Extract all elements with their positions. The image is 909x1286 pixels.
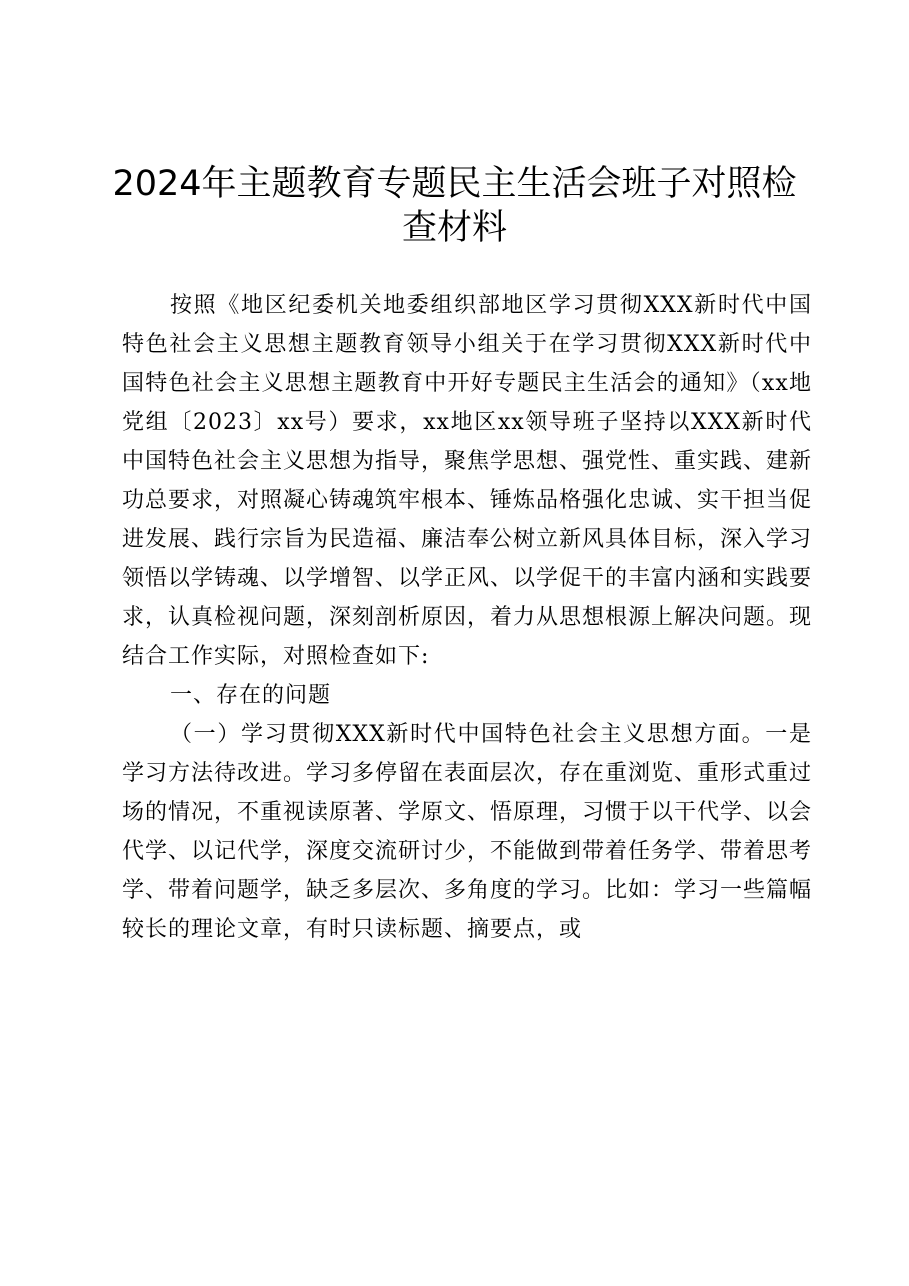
section-paragraph: （一）学习贯彻XXX新时代中国特色社会主义思想方面。一是学习方法待改进。学习多停留在表面层次，存在重浏览、重形式重过场的情况，不重视读原著、学原文、悟原理，习惯于以干代学、以会代学、以记代学，深度交流研讨少，不能做到带着任务学、带着思考学、带着问题学，缺乏多层次、多角度的学习。比如：学习一些篇幅较长的理论文章，有时只读标题、摘要点，或 xyxy=(122,722,813,942)
document-body xyxy=(122,286,812,949)
document-title: 2024年主题教育专题民主生活会班子对照检查材料 xyxy=(112,164,797,248)
section-heading: 一、存在的问题 xyxy=(170,683,332,708)
intro-paragraph: 按照《地区纪委机关地委组织部地区学习贯彻XXX新时代中国特色社会主义思想主题教育领导小组关于在学习贯彻XXX新时代中国特色社会主义思想主题教育中开好专题民主生活会的通知》（xx地党组〔2023〕xx号）要求，xx地区xx领导班子坚持以XXX新时代中国特色社会主义思想为指导，聚焦学思想、强党性、重实践、建新功总要求，对照凝心铸魂筑牢根本、锤炼品格强化忠诚、实干担当促进发展、践行宗旨为民造福、廉洁奉公树立新风具体目标，深入学习领悟以学铸魂、以学增智、以学正风、以学促干的丰富内涵和实践要求，认真检视问题，深刻剖析原因，着力从思想根源上解决问题。现结合工作实际，对照检查如下: xyxy=(122,293,813,669)
